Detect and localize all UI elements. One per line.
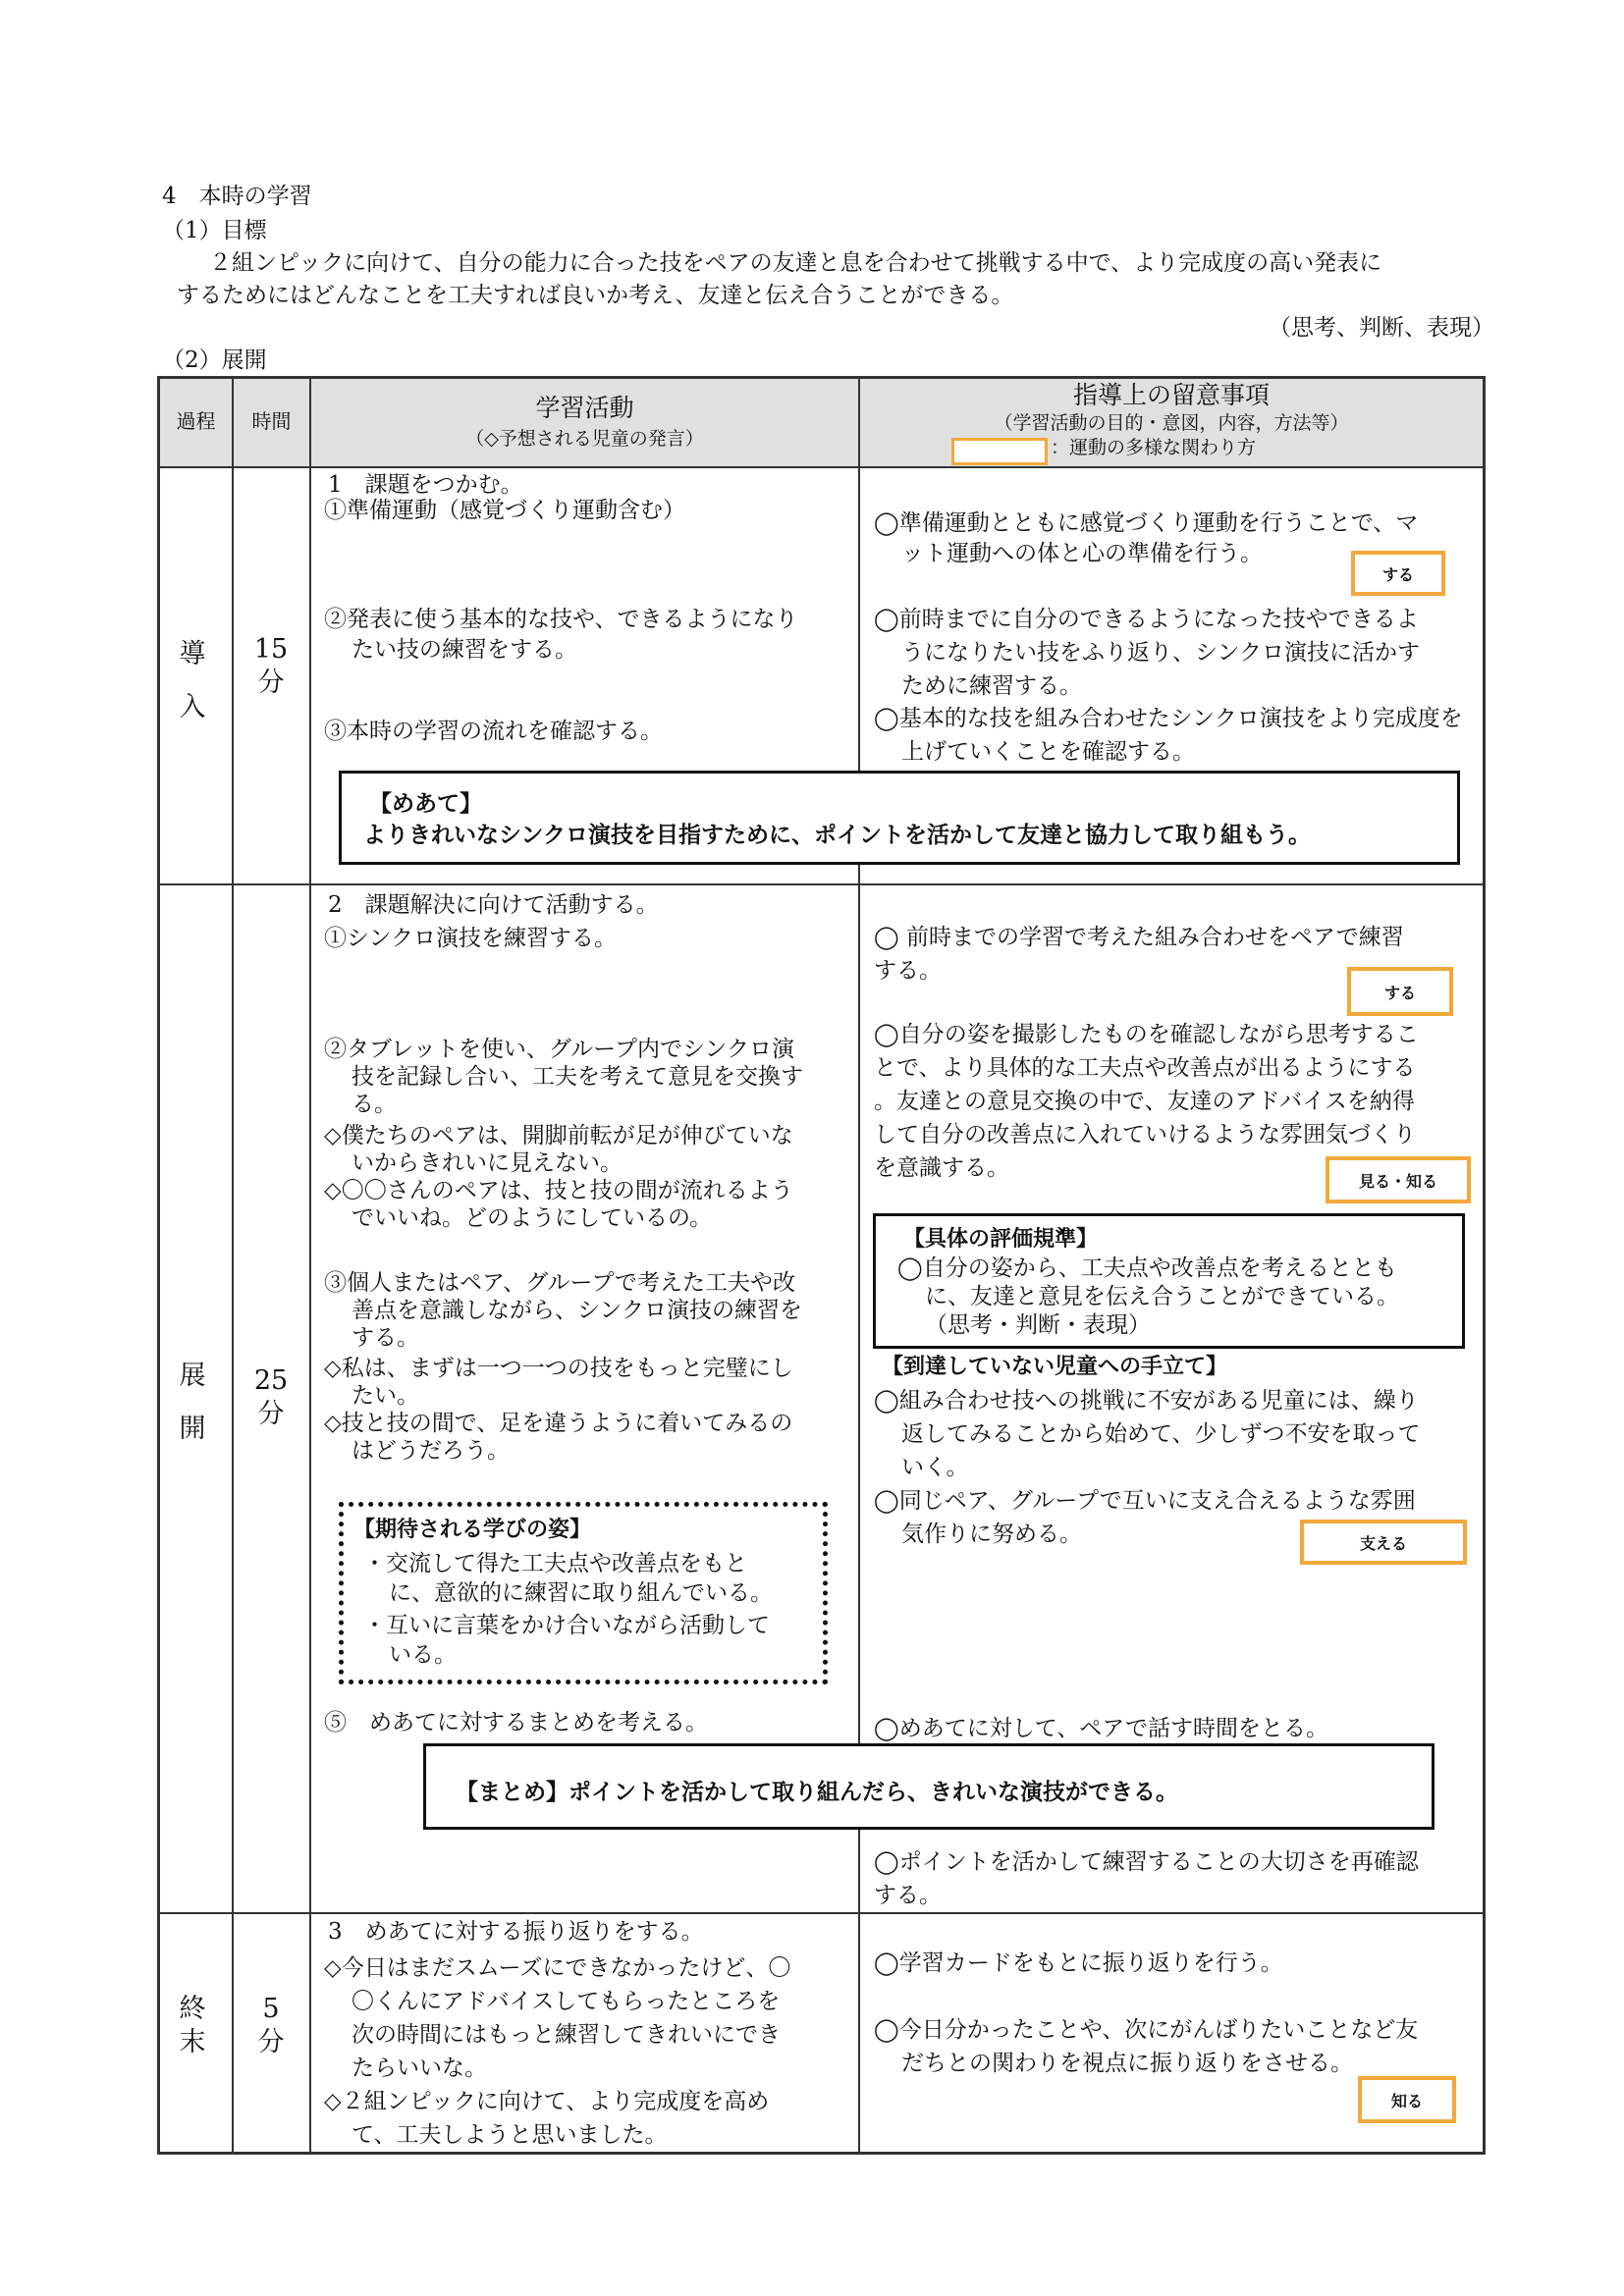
goal-criteria: （思考、判断、表現） [1269, 315, 1494, 341]
involvement-badge: 支える [1300, 1520, 1467, 1565]
header-time: 時間 [251, 409, 292, 433]
develop-time-value: 25 [253, 1365, 289, 1396]
list-item: する。 [874, 958, 942, 984]
list-item: る。 [352, 1092, 397, 1117]
list-item: たい技の練習をする。 [352, 637, 577, 663]
list-item: ①シンクロ演技を練習する。 [324, 926, 617, 951]
list-item: ②発表に使う基本的な技や、できるようになり [324, 607, 798, 632]
aim-box [339, 771, 1460, 865]
intro-process-char-2: 入 [179, 692, 206, 722]
section-heading: 4 本時の学習 [162, 184, 312, 209]
list-item: たい。 [352, 1383, 419, 1409]
header-activity: 学習活動 [535, 394, 634, 422]
header-guidance-sub: （学習活動の目的・意図，内容，方法等） [994, 412, 1349, 434]
develop-process-char-1: 展 [179, 1361, 206, 1391]
list-item: ◯基本的な技を組み合わせたシンクロ演技をより完成度を [874, 706, 1463, 731]
list-item: ・交流して得た工夫点や改善点をもと [363, 1551, 747, 1576]
list-item: ◯ 前時までの学習で考えた組み合わせをペアで練習 [874, 925, 1404, 950]
list-item: に、友達と意見を伝え合うことができている。 [925, 1284, 1399, 1309]
goal-text-line1: ２組ンピックに向けて、自分の能力に合った技をペアの友達と息を合わせて挑戦する中で、より完成度の高い発表に [209, 250, 1382, 276]
closing-time-value: 5 [262, 1994, 280, 2024]
list-item: ◇〇〇さんのペアは、技と技の間が流れるよう [324, 1178, 793, 1203]
list-item: ◯組み合わせ技への挑戦に不安がある児童には、繰り [874, 1388, 1419, 1414]
develop-process [173, 1350, 212, 1456]
list-item: 3 めあてに対する振り返りをする。 [328, 1919, 704, 1945]
list-item: ◯自分の姿を撮影したものを確認しながら思考するこ [874, 1022, 1419, 1047]
list-item: ◇今日はまだスムーズにできなかったけど、〇 [324, 1955, 791, 1981]
list-item: ◇私は、まずは一つ一つの技をもっと完璧にし [324, 1356, 793, 1381]
header-process: 過程 [176, 409, 216, 433]
eval-title: 【具体の評価規準】 [903, 1227, 1099, 1252]
list-item: を意識する。 [874, 1155, 1009, 1181]
list-item: うになりたい技をふり返り、シンクロ演技に活かす [901, 640, 1420, 666]
closing-process-char-2: 末 [179, 2027, 206, 2057]
list-item: ・互いに言葉をかけ合いながら活動して [363, 1613, 770, 1638]
expected-learning-box [339, 1502, 828, 1684]
list-item: て、工夫しようと思いました。 [352, 2122, 668, 2148]
list-item: （思考・判断・表現） [925, 1312, 1151, 1338]
list-item: ③個人またはペア、グループで考えた工夫や改 [324, 1270, 796, 1296]
list-item: ◯自分の姿から、工夫点や改善点を考えるととも [897, 1255, 1397, 1281]
intro-process [173, 628, 212, 734]
involvement-badge: 見る・知る [1326, 1156, 1471, 1203]
list-item: ◇僕たちのペアは、開脚前転が足が伸びていな [324, 1123, 793, 1148]
list-item: 返してみることから始めて、少しずつ不安を取って [901, 1421, 1421, 1447]
closing-time-unit: 分 [257, 2027, 285, 2057]
list-item: ◯準備運動とともに感覚づくり運動を行うことで、マ [874, 510, 1419, 536]
list-item: 1 課題をつかむ。 [328, 472, 523, 498]
list-item: する。 [874, 1883, 942, 1908]
legend-text: ：運動の多様な関わり方 [1051, 437, 1257, 458]
list-item: 気作りに努める。 [901, 1522, 1082, 1547]
list-item: ◯同じペア、グループで互いに支え合えるような雰囲 [874, 1488, 1416, 1514]
list-item: ために練習する。 [901, 673, 1082, 699]
list-item: はどうだろう。 [352, 1438, 510, 1464]
list-item: 。友達との意見交換の中で、友達のアドバイスを納得 [874, 1089, 1415, 1114]
involvement-badge: 知る [1358, 2076, 1456, 2123]
involvement-badge: する [1351, 551, 1445, 596]
list-item: いからきれいに見えない。 [352, 1150, 623, 1176]
list-item: ◯前時までに自分のできるようになった技やできるよ [874, 607, 1419, 632]
legend-swatch [951, 438, 1048, 465]
goal-label: （1）目標 [162, 218, 267, 243]
intro-time-unit: 分 [257, 667, 285, 698]
list-item: ③本時の学習の流れを確認する。 [324, 719, 663, 744]
list-item: 次の時間にはもっと練習してきれいにでき [352, 2022, 781, 2048]
summary-text: 【まとめ】ポイントを活かして取り組んだら、きれいな演技ができる。 [456, 1780, 1178, 1805]
list-item: に、意欲的に練習に取り組んでいる。 [389, 1580, 773, 1606]
list-item: とで、より具体的な工夫点や改善点が出るようにする [874, 1055, 1416, 1081]
header-activity-sub: （◇予想される児童の発言） [465, 428, 704, 450]
list-item: ②タブレットを使い、グループ内でシンクロ演 [324, 1037, 794, 1062]
involvement-badge: する [1347, 967, 1453, 1016]
list-item: いる。 [389, 1642, 457, 1668]
flow-label: （2）展開 [162, 347, 267, 373]
intro-time [251, 633, 291, 700]
goal-text-line2: するためにはどんなことを工夫すれば良いか考え、友達と伝え合うことができる。 [177, 283, 1014, 308]
list-item: 〇くんにアドバイスしてもらったところを [352, 1989, 781, 2014]
list-item: いく。 [901, 1455, 969, 1480]
list-item: ◯めあてに対して、ペアで話す時間をとる。 [874, 1716, 1328, 1741]
expected-title: 【期待される学びの姿】 [353, 1518, 592, 1542]
list-item: ①準備運動（感覚づくり運動含む） [324, 498, 685, 523]
list-item: 善点を意識しながら、シンクロ演技の練習を [352, 1298, 802, 1323]
summary-box [423, 1743, 1435, 1830]
list-item: して自分の改善点に入れていけるような雰囲気づくり [874, 1122, 1416, 1148]
list-item: 上げていくことを確認する。 [901, 739, 1195, 765]
aim-text: よりきれいなシンクロ演技を目指すために、ポイントを活かして友達と協力して取り組もう。 [363, 823, 1311, 848]
header-guidance: 指導上の留意事項 [1072, 381, 1270, 409]
evaluation-box [873, 1213, 1465, 1349]
list-item: でいいね。どのようにしているの。 [352, 1205, 713, 1231]
list-item: ◯ポイントを活かして練習することの大切さを再確認 [874, 1849, 1419, 1875]
intro-process-char-1: 導 [179, 639, 206, 669]
develop-process-char-2: 開 [179, 1414, 206, 1444]
list-item: ◯今日分かったことや、次にがんばりたいことなど友 [874, 2017, 1419, 2043]
support-title: 【到達していない児童への手立て】 [882, 1355, 1228, 1379]
closing-process [173, 1993, 212, 2059]
list-item: する。 [352, 1325, 419, 1351]
intro-time-value: 15 [253, 634, 289, 665]
develop-time-unit: 分 [257, 1399, 285, 1429]
closing-process-char-1: 終 [179, 1994, 206, 2024]
list-item: ⑤ めあてに対するまとめを考える。 [324, 1710, 708, 1735]
list-item: ット運動への体と心の準備を行う。 [901, 541, 1263, 566]
develop-time [251, 1364, 291, 1431]
list-item: 2 課題解決に向けて活動する。 [328, 892, 659, 918]
list-item: たらいいな。 [352, 2056, 487, 2081]
closing-time [251, 1993, 291, 2059]
list-item: ◇２組ンピックに向けて、より完成度を高め [324, 2089, 770, 2114]
list-item: ◇技と技の間で、足を違うように着いてみるの [324, 1411, 793, 1436]
aim-title: 【めあて】 [369, 791, 482, 817]
list-item: ◯学習カードをもとに振り返りを行う。 [874, 1950, 1283, 1976]
list-item: 技を記録し合い、工夫を考えて意見を交換す [352, 1064, 803, 1090]
list-item: だちとの関わりを視点に振り返りをさせる。 [901, 2051, 1353, 2076]
